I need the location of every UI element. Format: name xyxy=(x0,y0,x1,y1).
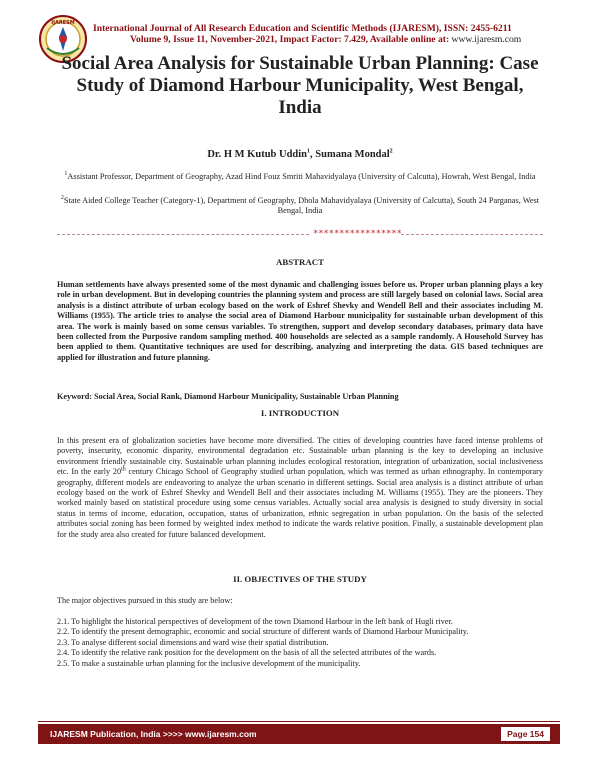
objectives-intro: The major objectives pursued in this study are below: xyxy=(57,596,233,605)
paper-title: Social Area Analysis for Sustainable Urban Planning: Case Study of Diamond Harbour Municipality, West Bengal, India xyxy=(61,53,539,118)
author-2: Sumana Mondal xyxy=(315,149,390,160)
list-item: 2.3. To analyse different social dimensions and ward wise their spatial distribution. xyxy=(57,637,329,647)
journal-name: International Journal of All Research Education and Scientific Methods (IJARESM), ISSN: 2455-6211 xyxy=(93,23,512,34)
author-1: Dr. H M Kutub Uddin xyxy=(207,149,308,160)
introduction-text: In this present era of globalization societies have become more diversified. The cities of developing countries have faced intense problems of poverty, insecurity, economic disparity, environmental degradation etc. Sustainable urban planning is the key to developing an inclusive environment friendly sustainable city. Sustainable urban planning includes ecological restoration, integration of urbanization, social inclusiveness etc. In the early 20th century Chicago School of Geography studied urban population, which was termed as urban ethnography. In contemporary geography, different models are endeavoring to analyze the urban scenario in different settings. Social area analysis is a distinct attribute of urban ecology based on the work of Eshref Shevky and Wendell Bell and their associates including M. Williams (1955). They are the pioneers. They worked mainly based on statistical procedure using some census variables. Actually social area analysis is designed to study diversity in social status in terms of income, education, occupation, status of urbanization, ethnic segregation in urban population. On the basis of the selected attributes social zoning has been formed by weighted index method to indicate the wards relative position. Finally, a sustainable development plan for the study area also created for future balanced development. xyxy=(57,436,543,539)
list-item: 2.4. To identify the relative rank position for the development on the basis of all the selected attributes of the wards. xyxy=(57,648,437,658)
svg-text:IJARESM: IJARESM xyxy=(51,20,75,26)
author-list: Dr. H M Kutub Uddin$^1$, Sumana Mondal$^2$ xyxy=(207,148,393,160)
abstract-text: Human settlements have always presented some of the most dynamic and challenging issues before us. Proper urban planning plays a key role in urban development. But in developing countries the planning system and process are still largely based on colonial laws. Social area analysis is a distinct attribute of urban ecology based on the work of Eshref Shevky and Wendell Bell and their associates including M. Williams (1955). The article tries to analyse the social area of Diamond Harbour municipality for sustainable urban development of this area. The work is mainly based on some census variables. To strengthen, support and develop secondary databases, primary data have been collected from the Purposive random sampling method. 400 households are selected as a sample randomly. A Household Survey has been applied to them. Quantitative techniques are used for describing, analyzing and interpreting the data. GIS based techniques are applied for illustration and future planning. xyxy=(57,280,543,362)
list-item: 2.2. To identify the present demographic, economic and social structure of different wards of Diamond Harbour Municipality. xyxy=(57,627,469,637)
affiliation-2: $^2$State Aided College Teacher (Category-1), Department of Geography, Dhola Mahavidyalaya (University of Calcutta), South 24 Parganas, West Bengal, India xyxy=(60,195,540,216)
introduction-heading: I. INTRODUCTION xyxy=(260,408,340,418)
abstract-heading: ABSTRACT xyxy=(276,257,324,267)
section-divider xyxy=(57,229,543,239)
list-item: 2.1. To highlight the historical perspectives of development of the town Diamond Harbour in the left bank of Hugli river. xyxy=(57,617,453,626)
footer-rule xyxy=(38,721,560,722)
journal-volume-info: Volume 9, Issue 11, November-2021, Impact Factor: 7.429, Available online at: www.ijaresm.com xyxy=(130,34,522,45)
footer-publication: IJARESM Publication, India >>>> www.ijaresm.com xyxy=(50,729,257,739)
page-number: Page 154 xyxy=(501,727,550,741)
objectives-heading: II. OBJECTIVES OF THE STUDY xyxy=(233,574,367,584)
page-footer xyxy=(38,724,560,744)
keywords: Keyword: Social Area, Social Rank, Diamond Harbour Municipality, Sustainable Urban Planning xyxy=(57,392,399,401)
affiliation-1: $^1$Assistant Professor, Department of Geography, Azad Hind Fouz Smriti Mahavidyalaya (University of Calcutta), Howrah, West Bengal, India xyxy=(64,171,536,181)
divider-stars: ***************** xyxy=(313,229,402,239)
list-item: 2.5. To make a sustainable urban planning for the inclusive development of the municipality. xyxy=(57,658,361,668)
journal-url-link[interactable]: www.ijaresm.com xyxy=(451,34,522,45)
objectives-list xyxy=(57,617,543,669)
